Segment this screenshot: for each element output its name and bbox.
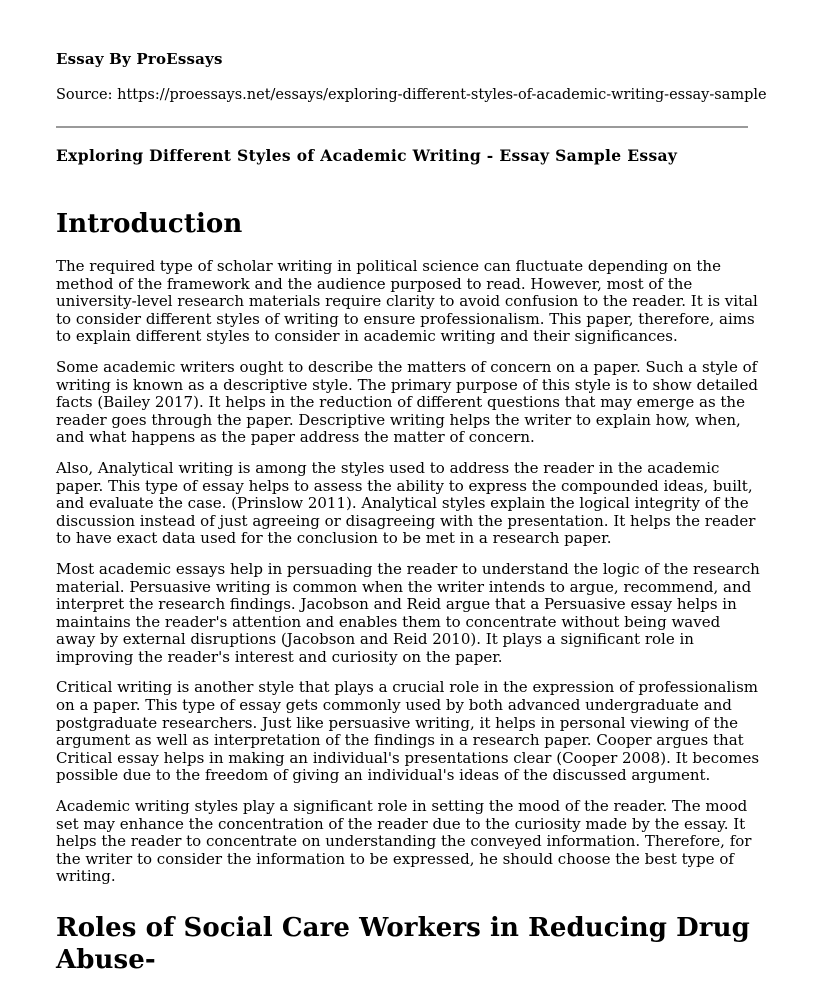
body-paragraph: Academic writing styles play a significant role in setting the mood of the reader. The mood set may enhance the concentration of the reader due to the curiosity made by the essay. It helps the reader to concentrate on understanding the conveyed information. Therefore, for the writer to consider the information to be expressed, he should choose the best type of writing. [56,797,752,886]
document-body [56,208,772,976]
body-paragraph: Most academic essays help in persuading the reader to understand the logic of the research material. Persuasive writing is common when the writer intends to argue, recommend, and interpret the research findings. Jacobson and Reid argue that a Persuasive essay helps in maintains the reader's attention and enables them to concentrate without being waved away by external disruptions (Jacobson and Reid 2010). It plays a significant role in improving the reader's interest and curiosity on the paper. [56,559,760,666]
section-heading-introduction: Introduction [56,209,243,239]
brand-label: Essay By ProEssays [56,50,223,68]
body-paragraph: Critical writing is another style that plays a crucial role in the expression of professionalism on a paper. This type of essay gets commonly used by both advanced undergraduate and postgraduate researchers. Just like persuasive writing, it helps in personal viewing of the argument as well as interpretation of the findings in a research paper. Cooper argues that Critical essay helps in making an individual's presentations clear (Cooper 2008). It becomes possible due to the freedom of giving an individual's ideas of the discussed argument. [56,678,760,785]
body-paragraph: Some academic writers ought to describe the matters of concern on a paper. Such a style of writing is known as a descriptive style. The primary purpose of this style is to show detailed facts (Bailey 2017). It helps in the reduction of different questions that may emerge as the reader goes through the paper. Descriptive writing helps the writer to explain how, when, and what happens as the paper address the matter of concern. [56,357,759,447]
document-title: Exploring Different Styles of Academic Writing - Essay Sample Essay [56,146,678,165]
body-paragraph: Also, Analytical writing is among the styles used to address the reader in the academic paper. This type of essay helps to assess the ability to express the compounded ideas, built, and evaluate the case. (Prinslow 2011). Analytical styles explain the logical integrity of the discussion instead of just agreeing or disagreeing with the presentation. It helps the reader to have exact data used for the conclusion to be met in a research paper. [56,458,756,548]
source-url-line: Source: https://proessays.net/essays/exploring-different-styles-of-academic-writing-essay-sample [56,87,767,103]
body-paragraph: The required type of scholar writing in political science can fluctuate depending on the method of the framework and the audience purposed to read. However, most of the university-level research materials require clarity to avoid confusion to the reader. It is vital to consider different styles of writing to ensure professionalism. This paper, therefore, aims to explain different styles to consider in academic writing and their significances. [56,257,758,346]
header-divider [56,126,748,128]
document-masthead [56,50,772,104]
section-heading-roles-of-social-care-workers: Roles of Social Care Workers in Reducing Drug Abuse- [56,913,750,975]
